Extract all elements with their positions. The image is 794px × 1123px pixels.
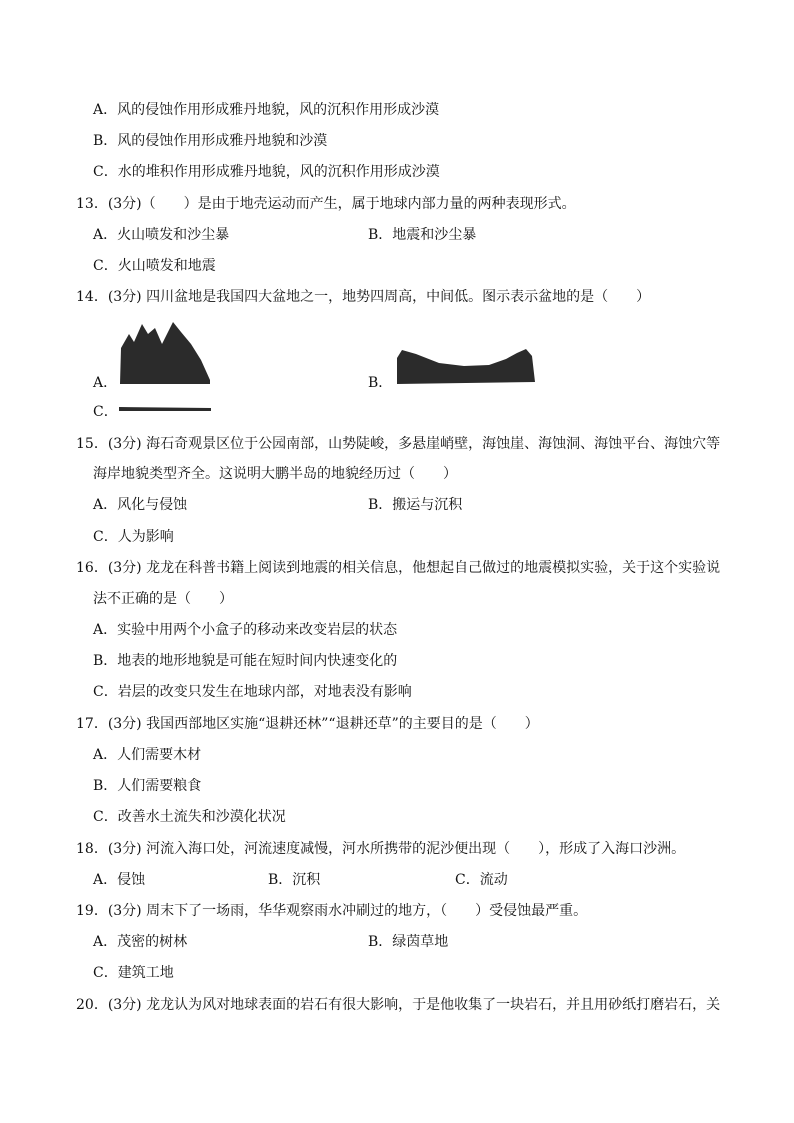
q13-option-b: B．地震和沙尘暴	[368, 227, 477, 243]
question-16-stem-line-1: 16．(3分) 龙龙在科普书籍上阅读到地震的相关信息，他想起自己做过的地震模拟实验，关于这个实验说	[76, 560, 721, 576]
question-14-stem: 14．(3分) 四川盆地是我国四大盆地之一，地势四周高，中间低。图示表示盆地的是（ ）	[76, 289, 651, 305]
question-13-stem: 13．(3分)（ ）是由于地壳运动而产生，属于地球内部力量的两种表现形式。	[76, 196, 576, 212]
question-16-stem-line-2: 法不正确的是（ ）	[93, 591, 233, 607]
q18-option-a: A．侵蚀	[93, 872, 146, 888]
q19-option-b: B．绿茵草地	[368, 934, 449, 950]
question-19-stem: 19．(3分) 周末下了一场雨，华华观察雨水冲刷过的地方，（ ）受侵蚀最严重。	[76, 903, 588, 919]
q17-option-c: C．改善水土流失和沙漠化状况	[93, 809, 286, 825]
question-15-stem-line-1: 15．(3分) 海石奇观景区位于公园南部，山势陡峻，多悬崖峭壁，海蚀崖、海蚀洞、海蚀平台、海蚀穴等	[76, 436, 721, 452]
q15-option-c: C．人为影响	[93, 529, 174, 545]
question-20-stem: 20．(3分) 龙龙认为风对地球表面的岩石有很大影响，于是他收集了一块岩石，并且用砂纸打磨岩石，关	[76, 997, 721, 1013]
q16-option-c: C．岩层的改变只发生在地球内部，对地表没有影响	[93, 684, 412, 700]
question-17-stem: 17．(3分) 我国西部地区实施“退耕还林”“退耕还草”的主要目的是（ ）	[76, 716, 539, 732]
q18-option-c: C．流动	[455, 872, 508, 888]
option-b: B．风的侵蚀作用形成雅丹地貌和沙漠	[93, 133, 328, 149]
q15-option-a: A．风化与侵蚀	[93, 497, 188, 513]
question-18-stem: 18．(3分) 河流入海口处，河流速度减慢，河水所携带的泥沙便出现（ ），形成了入海口沙洲。	[76, 841, 686, 857]
basin-silhouette-figure	[394, 344, 540, 386]
plain-silhouette-figure	[118, 405, 212, 413]
q14-option-b: B．	[368, 375, 393, 391]
q16-option-b: B．地表的地形地貌是可能在短时间内快速变化的	[93, 653, 398, 669]
option-a: A．风的侵蚀作用形成雅丹地貌，风的沉积作用形成沙漠	[93, 102, 440, 118]
q18-option-b: B．沉积	[268, 872, 321, 888]
q17-option-b: B．人们需要粮食	[93, 778, 202, 794]
q13-option-c: C．火山喷发和地震	[93, 258, 216, 274]
mountain-silhouette-figure	[115, 318, 215, 386]
q14-option-a: A．	[93, 375, 118, 391]
q19-option-a: A．茂密的树林	[93, 934, 188, 950]
q13-option-a: A．火山喷发和沙尘暴	[93, 227, 230, 243]
option-c: C．水的堆积作用形成雅丹地貌，风的沉积作用形成沙漠	[93, 164, 440, 180]
q16-option-a: A．实验中用两个小盒子的移动来改变岩层的状态	[93, 622, 398, 638]
q19-option-c: C．建筑工地	[93, 965, 174, 981]
q17-option-a: A．人们需要木材	[93, 747, 202, 763]
q14-option-c: C．	[93, 404, 118, 420]
q15-option-b: B．搬运与沉积	[368, 497, 463, 513]
question-15-stem-line-2: 海岸地貌类型齐全。这说明大鹏半岛的地貌经历过（ ）	[93, 466, 457, 482]
